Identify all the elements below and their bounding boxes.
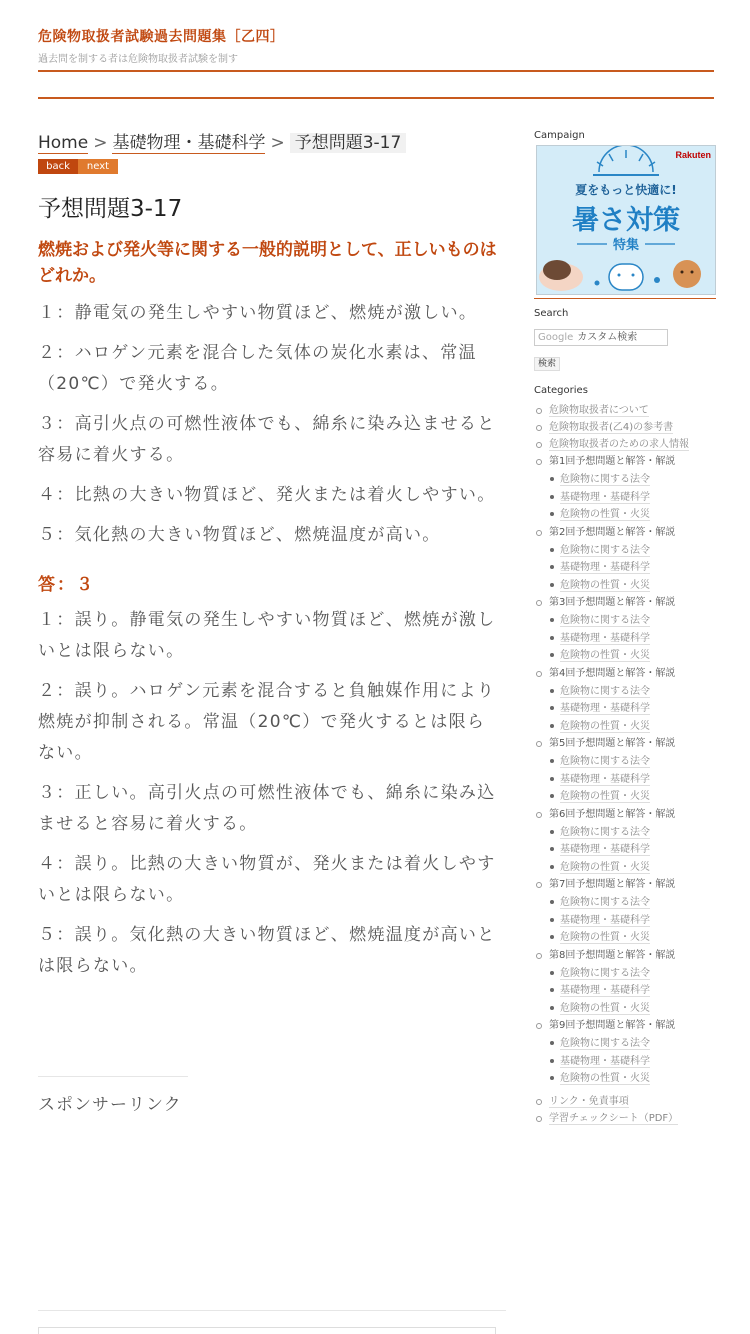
- subcategory-item[interactable]: [549, 580, 716, 591]
- subcategory-list: [549, 756, 716, 802]
- subcategory-label[interactable]: 基礎物理・基礎科学: [560, 632, 650, 644]
- category-item[interactable]: [534, 1020, 716, 1084]
- category-label[interactable]: 危険物取扱者について: [549, 405, 649, 416]
- post-navigation: [38, 159, 118, 174]
- sponsor-label: スポンサーリンク: [38, 1095, 182, 1115]
- subcategory-item[interactable]: [549, 844, 716, 855]
- footer-link-item[interactable]: [534, 1096, 716, 1107]
- breadcrumb-home-link[interactable]: Home: [38, 133, 89, 153]
- banner-headline-text: 夏をもっと快適に!: [575, 183, 677, 197]
- option-5: ５：気化熱の大きい物質ほど、燃焼温度が高い。: [38, 525, 441, 545]
- subcategory-label[interactable]: 危険物の性質・火災: [560, 1073, 650, 1084]
- category-item[interactable]: [534, 422, 716, 433]
- answer: 答：３: [38, 575, 95, 595]
- category-item[interactable]: [534, 879, 716, 943]
- subcategory-label[interactable]: 危険物に関する法令: [560, 756, 650, 767]
- subcategory-item[interactable]: [549, 703, 716, 714]
- subcategory-item[interactable]: [549, 827, 716, 838]
- subcategory-label[interactable]: 危険物の性質・火災: [560, 861, 650, 873]
- category-label[interactable]: 第2回予想問題と解答・解説: [549, 526, 676, 538]
- subcategory-item[interactable]: [549, 1073, 716, 1084]
- subcategory-label[interactable]: 危険物に関する法令: [560, 615, 650, 626]
- subcategory-item[interactable]: [549, 756, 716, 767]
- post-title: 予想問題3-17: [38, 196, 183, 222]
- category-item[interactable]: [534, 597, 716, 661]
- subcategory-label[interactable]: 危険物の性質・火災: [560, 932, 650, 943]
- category-label[interactable]: 第9回予想問題と解答・解説: [549, 1020, 676, 1031]
- nav-divider: [38, 97, 714, 99]
- category-item[interactable]: [534, 950, 716, 1014]
- explanation-5: ５：誤り。気化熱の大きい物質ほど、燃焼温度が高いとは限らない。: [38, 925, 496, 976]
- google-search-brand: Google: [538, 332, 574, 343]
- banner-brand-text: Rakuten: [675, 150, 711, 160]
- explanation-1: １：誤り。静電気の発生しやすい物質ほど、燃焼が激しいとは限らない。: [38, 610, 496, 661]
- category-item[interactable]: [534, 809, 716, 873]
- category-label[interactable]: 第6回予想問題と解答・解説: [549, 808, 676, 820]
- subcategory-label[interactable]: 基礎物理・基礎科学: [560, 562, 650, 573]
- subcategory-label[interactable]: 危険物に関する法令: [560, 826, 650, 838]
- site-title[interactable]: 危険物取扱者試験過去問題集［乙四］: [38, 29, 285, 45]
- subcategory-label[interactable]: 危険物に関する法令: [560, 544, 650, 556]
- subcategory-list: [549, 686, 716, 732]
- subcategory-list: [549, 474, 716, 520]
- subcategory-item[interactable]: [549, 862, 716, 873]
- subcategory-item[interactable]: [549, 774, 716, 785]
- option-1: １：静電気の発生しやすい物質ほど、燃焼が激しい。: [38, 303, 478, 323]
- subcategory-label[interactable]: 危険物に関する法令: [560, 1038, 650, 1049]
- subcategory-label[interactable]: 基礎物理・基礎科学: [560, 1055, 650, 1067]
- sponsor-divider: [38, 1076, 188, 1077]
- subcategory-label[interactable]: 危険物の性質・火災: [560, 1002, 650, 1014]
- subcategory-list: [549, 545, 716, 591]
- option-3: ３：高引火点の可燃性液体でも、綿糸に染み込ませると容易に着火する。: [38, 414, 496, 465]
- search-button[interactable]: 検索: [534, 357, 560, 371]
- breadcrumb-separator: >: [270, 133, 285, 153]
- subcategory-label[interactable]: 基礎物理・基礎科学: [560, 491, 650, 503]
- subcategory-item[interactable]: [549, 968, 716, 979]
- search-title: Search: [534, 308, 569, 319]
- breadcrumb-category-link[interactable]: 基礎物理・基礎科学: [112, 133, 266, 153]
- campaign-title: Campaign: [534, 130, 585, 141]
- subcategory-item[interactable]: [549, 791, 716, 802]
- question-text: 燃焼および発火等に関する一般的説明として、正しいものはどれか。: [38, 240, 497, 286]
- subcategory-item[interactable]: [549, 615, 716, 626]
- categories-list: [534, 405, 716, 1130]
- subcategory-label[interactable]: 基礎物理・基礎科学: [560, 703, 650, 714]
- option-2: ２：ハロゲン元素を混合した気体の炭化水素は、常温（20℃）で発火する。: [38, 343, 477, 394]
- explanation-4: ４：誤り。比熱の大きい物質が、発火または着火しやすいとは限らない。: [38, 854, 496, 905]
- category-item[interactable]: [534, 738, 716, 802]
- subcategory-label[interactable]: 危険物の性質・火災: [560, 720, 650, 732]
- footer-link-item[interactable]: [534, 1113, 716, 1124]
- subcategory-label[interactable]: 基礎物理・基礎科学: [560, 985, 650, 996]
- subcategory-item[interactable]: [549, 562, 716, 573]
- subcategory-label[interactable]: 基礎物理・基礎科学: [560, 844, 650, 855]
- subcategory-label[interactable]: 危険物に関する法令: [560, 685, 650, 697]
- subcategory-item[interactable]: [549, 545, 716, 556]
- subcategory-item[interactable]: [549, 1003, 716, 1014]
- subcategory-label[interactable]: 危険物の性質・火災: [560, 791, 650, 802]
- subcategory-item[interactable]: [549, 509, 716, 520]
- search-placeholder: カスタム検索: [577, 332, 638, 343]
- subcategory-item[interactable]: [549, 932, 716, 943]
- next-button[interactable]: next: [78, 159, 118, 174]
- banner-artwork: [537, 146, 715, 294]
- subcategory-list: [549, 968, 716, 1014]
- header-divider: [38, 70, 714, 72]
- subcategory-label[interactable]: 危険物の性質・火災: [560, 509, 650, 520]
- subcategory-item[interactable]: [549, 686, 716, 697]
- subcategory-label[interactable]: 危険物に関する法令: [560, 474, 650, 485]
- subcategory-item[interactable]: [549, 633, 716, 644]
- category-item[interactable]: [534, 405, 716, 416]
- comment-box[interactable]: [38, 1327, 496, 1334]
- post-content: [38, 298, 500, 991]
- footer-link-label[interactable]: リンク・免責事項: [549, 1096, 629, 1107]
- category-label[interactable]: 危険物取扱者(乙4)の参考書: [549, 422, 674, 433]
- back-button[interactable]: back: [38, 159, 78, 174]
- subcategory-item[interactable]: [549, 721, 716, 732]
- subcategory-label[interactable]: 危険物の性質・火災: [560, 579, 650, 591]
- category-label[interactable]: 危険物取扱者のための求人情報: [549, 439, 689, 450]
- subcategory-label[interactable]: 基礎物理・基礎科学: [560, 773, 650, 785]
- subcategory-list: [549, 1038, 716, 1084]
- campaign-divider: [534, 298, 716, 299]
- category-label[interactable]: 第8回予想問題と解答・解説: [549, 949, 676, 961]
- category-label[interactable]: 第4回予想問題と解答・解説: [549, 667, 676, 679]
- category-item[interactable]: [534, 456, 716, 520]
- explanation-3: ３：正しい。高引火点の可燃性液体でも、綿糸に染み込ませると容易に着火する。: [38, 783, 496, 834]
- footer-link-label[interactable]: 学習チェックシート（PDF）: [549, 1113, 679, 1124]
- subcategory-item[interactable]: [549, 650, 716, 661]
- subcategory-item[interactable]: [549, 897, 716, 908]
- breadcrumb-current: 予想問題3-17: [290, 133, 407, 153]
- subcategory-item[interactable]: [549, 1056, 716, 1067]
- explanation-2: ２：誤り。ハロゲン元素を混合すると負触媒作用により燃焼が抑制される。常温（20℃）で発火するとは限らない。: [38, 681, 496, 763]
- subcategory-label[interactable]: 危険物に関する法令: [560, 897, 650, 908]
- category-label[interactable]: 第5回予想問題と解答・解説: [549, 738, 676, 749]
- breadcrumb-separator: >: [93, 133, 108, 153]
- subcategory-label[interactable]: 危険物の性質・火災: [560, 650, 650, 661]
- site-description: 過去問を制する者は危険物取扱者試験を制す: [38, 54, 238, 65]
- category-item[interactable]: [534, 527, 716, 591]
- category-label[interactable]: 第7回予想問題と解答・解説: [549, 879, 676, 890]
- subcategory-item[interactable]: [549, 915, 716, 926]
- campaign-banner[interactable]: [536, 145, 716, 295]
- subcategory-item[interactable]: [549, 492, 716, 503]
- breadcrumb: [38, 128, 406, 153]
- category-label[interactable]: 第1回予想問題と解答・解説: [549, 456, 676, 467]
- option-4: ４：比熱の大きい物質ほど、発火または着火しやすい。: [38, 485, 496, 505]
- categories-title: Categories: [534, 385, 588, 396]
- subcategory-item[interactable]: [549, 474, 716, 485]
- subcategory-item[interactable]: [549, 985, 716, 996]
- subcategory-label[interactable]: 基礎物理・基礎科学: [560, 914, 650, 926]
- subcategory-list: [549, 827, 716, 873]
- search-input[interactable]: [534, 329, 668, 346]
- footer-divider: [38, 1310, 506, 1311]
- subcategory-item[interactable]: [549, 1038, 716, 1049]
- banner-sub-text: 特集: [612, 238, 640, 253]
- subcategory-label[interactable]: 危険物に関する法令: [560, 967, 650, 979]
- banner-main-text: 暑さ対策: [572, 205, 680, 236]
- subcategory-list: [549, 615, 716, 661]
- subcategory-list: [549, 897, 716, 943]
- category-item[interactable]: [534, 668, 716, 732]
- category-label[interactable]: 第3回予想問題と解答・解説: [549, 597, 676, 608]
- category-item[interactable]: [534, 439, 716, 450]
